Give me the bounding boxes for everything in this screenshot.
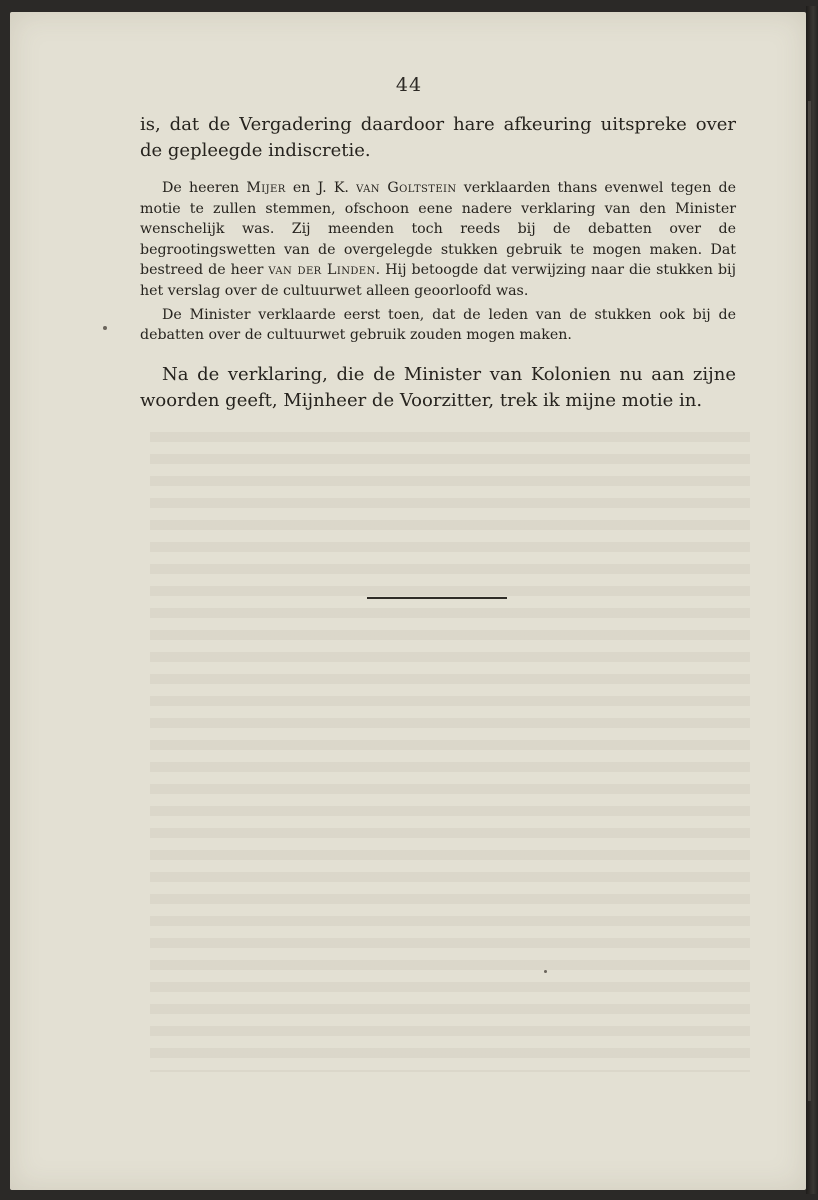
paragraph-3: De Minister verklaarde eerst toen, dat de leden van de stukken ook bij de debatten over de cultuurwet gebruik zouden mogen maken. [140, 306, 736, 344]
show-through-text [150, 432, 750, 1072]
body-text [140, 112, 736, 414]
paragraph-4: Na de verklaring, die de Minister van Kolonien nu aan zijne woorden geeft, Mijnheer de Voorzitter, trek ik mijne motie in. [140, 363, 736, 411]
page-edge [806, 6, 818, 1194]
paragraph-2-text-4: . Hij betoogde dat verwijzing naar die stukken bij het verslag over de cultuurwet alleen geoorloofd was. [140, 262, 736, 299]
paragraph-2-text-2: en J. K. [285, 180, 357, 196]
paragraph-1: is, dat de Vergadering daardoor hare afkeuring uitspreke over de gepleegde indiscretie. [140, 114, 736, 161]
name-van-goltstein: van Goltstein [356, 180, 457, 196]
section-divider [367, 597, 507, 599]
paper-speck [103, 326, 107, 330]
page-number: 44 [395, 74, 423, 96]
paper-speck [544, 970, 547, 973]
paragraph-2-text-1: De heeren [162, 180, 247, 196]
page-edge-strip [808, 101, 811, 1101]
name-mijer: Mijer [246, 180, 286, 196]
paragraph-2 [140, 178, 736, 302]
paragraph-2-text-3: verklaarden thans evenwel tegen de motie te zullen stemmen, ofschoon eene nadere verklaring van den Minister wenschelijk was. Zij meenden toch reeds bij de debatten over de begrootingswetten van de overgelegde stukken gebruik te mogen maken. Dat bestreed de heer [140, 180, 736, 279]
name-van-der-linden: van der Linden [268, 262, 376, 279]
